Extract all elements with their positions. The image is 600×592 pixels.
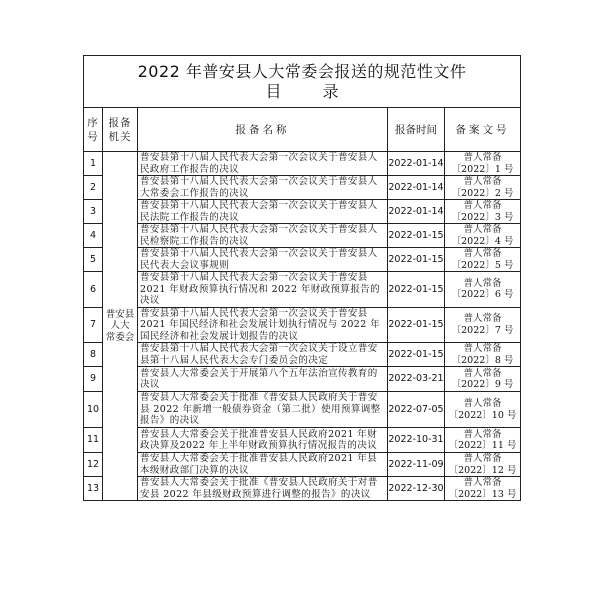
row-seq: 5 xyxy=(84,248,103,272)
row-date: 2022-01-14 xyxy=(388,152,445,176)
row-docno xyxy=(445,453,521,477)
row-name: 普安县第十八届人民代表大会第一次会议关于普安县2021 年国民经济和社会发展计划执行情况与 2022 年国民经济和社会发展计划报告的决议 xyxy=(138,307,388,343)
row-docno-number: 〔2022〕7 号 xyxy=(451,324,514,336)
row-docno-number: 〔2022〕1 号 xyxy=(451,163,514,175)
row-docno xyxy=(445,200,521,224)
catalog-sheet xyxy=(83,55,520,569)
row-name: 普安县第十八届人民代表大会第一次会议关于普安县人民代表大会议事规则 xyxy=(138,248,388,272)
row-seq: 8 xyxy=(84,343,103,367)
row-docno-prefix: 普人常备 xyxy=(463,398,502,409)
row-docno-prefix: 普人常备 xyxy=(463,477,502,488)
row-date: 2022-01-14 xyxy=(388,200,445,224)
title-cell xyxy=(84,56,521,108)
row-docno xyxy=(445,176,521,200)
row-seq: 7 xyxy=(84,307,103,343)
row-docno xyxy=(445,272,521,308)
table-row xyxy=(84,152,521,176)
row-docno-number: 〔2022〕10 号 xyxy=(448,409,517,421)
row-docno xyxy=(445,152,521,176)
row-docno-prefix: 普人常备 xyxy=(463,343,502,354)
row-seq: 1 xyxy=(84,152,103,176)
row-date: 2022-01-15 xyxy=(388,272,445,308)
document-title: 2022 年普安县人大常委会报送的规范性文件 xyxy=(137,61,467,81)
header-org-line: 报备 xyxy=(108,116,132,129)
row-seq: 2 xyxy=(84,176,103,200)
row-name: 普安县第十八届人民代表大会第一次会议关于普安县人民法院工作报告的决议 xyxy=(138,200,388,224)
header-seq-line: 号 xyxy=(87,130,99,143)
table-row xyxy=(84,176,521,200)
organ-cell xyxy=(103,152,138,501)
row-name: 普安县第十八届人民代表大会第一次会议关于普安县人民政府工作报告的决议 xyxy=(138,152,388,176)
row-name: 普安县第十八届人民代表大会第一次会议关于普安县人民检察院工作报告的决议 xyxy=(138,224,388,248)
row-docno-prefix: 普人常备 xyxy=(463,367,502,379)
row-date: 2022-01-14 xyxy=(388,176,445,200)
row-docno-prefix: 普人常备 xyxy=(463,277,502,289)
header-org-line: 机关 xyxy=(108,130,132,143)
header-seq xyxy=(84,108,103,152)
organ-line: 人大 xyxy=(110,320,130,332)
table-row xyxy=(84,307,521,343)
row-docno xyxy=(445,307,521,343)
table-row xyxy=(84,272,521,308)
table-row xyxy=(84,200,521,224)
row-docno-number: 〔2022〕13 号 xyxy=(448,488,517,500)
row-name: 普安县第十八届人民代表大会第一次会议关于设立普安县第十八届人民代表大会专门委员会的决定 xyxy=(138,343,388,367)
row-docno-prefix: 普人常备 xyxy=(463,313,502,325)
row-name: 普安县人大常委会关于批准普安县人民政府2021 年县本级财政部门决算的决议 xyxy=(138,453,388,477)
row-date: 2022-10-31 xyxy=(388,428,445,453)
row-docno-number: 〔2022〕4 号 xyxy=(451,235,514,247)
row-name: 普安县人大常委会关于批准《普安县人民政府关于普安县 2022 年新增一般债券资金（第二批）使用预算调整报告》的决议 xyxy=(138,392,388,428)
row-docno-number: 〔2022〕5 号 xyxy=(451,259,514,271)
header-name: 报备名称 xyxy=(138,108,388,152)
row-docno xyxy=(445,477,521,501)
row-docno-prefix: 普人常备 xyxy=(463,152,502,163)
table-row xyxy=(84,477,521,501)
row-seq: 4 xyxy=(84,224,103,248)
row-docno-number: 〔2022〕2 号 xyxy=(451,187,514,199)
row-seq: 12 xyxy=(84,453,103,477)
row-seq: 11 xyxy=(84,428,103,453)
row-date: 2022-01-15 xyxy=(388,248,445,272)
row-docno-prefix: 普人常备 xyxy=(463,453,502,464)
row-date: 2022-11-09 xyxy=(388,453,445,477)
row-seq: 6 xyxy=(84,272,103,308)
row-seq: 10 xyxy=(84,392,103,428)
header-date: 报备时间 xyxy=(388,108,445,152)
row-docno xyxy=(445,248,521,272)
row-date: 2022-03-21 xyxy=(388,367,445,392)
row-docno xyxy=(445,224,521,248)
row-docno-prefix: 普人常备 xyxy=(463,176,502,187)
header-seq-line: 序 xyxy=(87,116,99,129)
catalog-table xyxy=(83,55,521,501)
row-docno-number: 〔2022〕11 号 xyxy=(448,440,517,451)
organ-line: 普安县 xyxy=(105,308,135,320)
row-name: 普安县人大常委会关于开展第八个五年法治宣传教育的决议 xyxy=(138,367,388,392)
header-row xyxy=(84,108,521,152)
row-docno-prefix: 普人常备 xyxy=(463,224,502,235)
row-seq: 13 xyxy=(84,477,103,501)
table-row xyxy=(84,343,521,367)
row-date: 2022-01-15 xyxy=(388,224,445,248)
table-row xyxy=(84,428,521,453)
row-docno-number: 〔2022〕12 号 xyxy=(448,464,517,476)
row-docno-prefix: 普人常备 xyxy=(463,248,502,259)
row-docno-number: 〔2022〕9 号 xyxy=(451,379,514,390)
row-docno-number: 〔2022〕3 号 xyxy=(451,211,514,223)
row-docno xyxy=(445,392,521,428)
table-row xyxy=(84,248,521,272)
row-docno-number: 〔2022〕6 号 xyxy=(451,289,514,301)
row-docno-prefix: 普人常备 xyxy=(463,200,502,211)
row-seq: 3 xyxy=(84,200,103,224)
row-docno-number: 〔2022〕8 号 xyxy=(451,354,514,366)
table-row xyxy=(84,224,521,248)
row-seq: 9 xyxy=(84,367,103,392)
row-name: 普安县人大常委会关于批准《普安县人民政府关于对普安县 2022 年县级财政预算进行调整的报告》的决议 xyxy=(138,477,388,501)
row-docno-prefix: 普人常备 xyxy=(463,428,502,440)
row-name: 普安县第十八届人民代表大会第一次会议关于普安县2021 年财政预算执行情况和 2022 年财政预算报告的决议 xyxy=(138,272,388,308)
row-date: 2022-12-30 xyxy=(388,477,445,501)
document-subtitle: 目 录 xyxy=(265,81,357,101)
header-docno: 备案文号 xyxy=(445,108,521,152)
row-docno xyxy=(445,343,521,367)
row-date: 2022-01-15 xyxy=(388,307,445,343)
row-docno xyxy=(445,367,521,392)
row-date: 2022-07-05 xyxy=(388,392,445,428)
header-org xyxy=(103,108,138,152)
table-row xyxy=(84,367,521,392)
row-docno xyxy=(445,428,521,453)
organ-line: 常委会 xyxy=(105,331,135,343)
table-row xyxy=(84,453,521,477)
row-name: 普安县人大常委会关于批准普安县人民政府2021 年财政决算及2022 年上半年财政预算执行情况报告的决议 xyxy=(138,428,388,453)
row-date: 2022-01-15 xyxy=(388,343,445,367)
table-row xyxy=(84,392,521,428)
row-name: 普安县第十八届人民代表大会第一次会议关于普安县人大常委会工作报告的决议 xyxy=(138,176,388,200)
